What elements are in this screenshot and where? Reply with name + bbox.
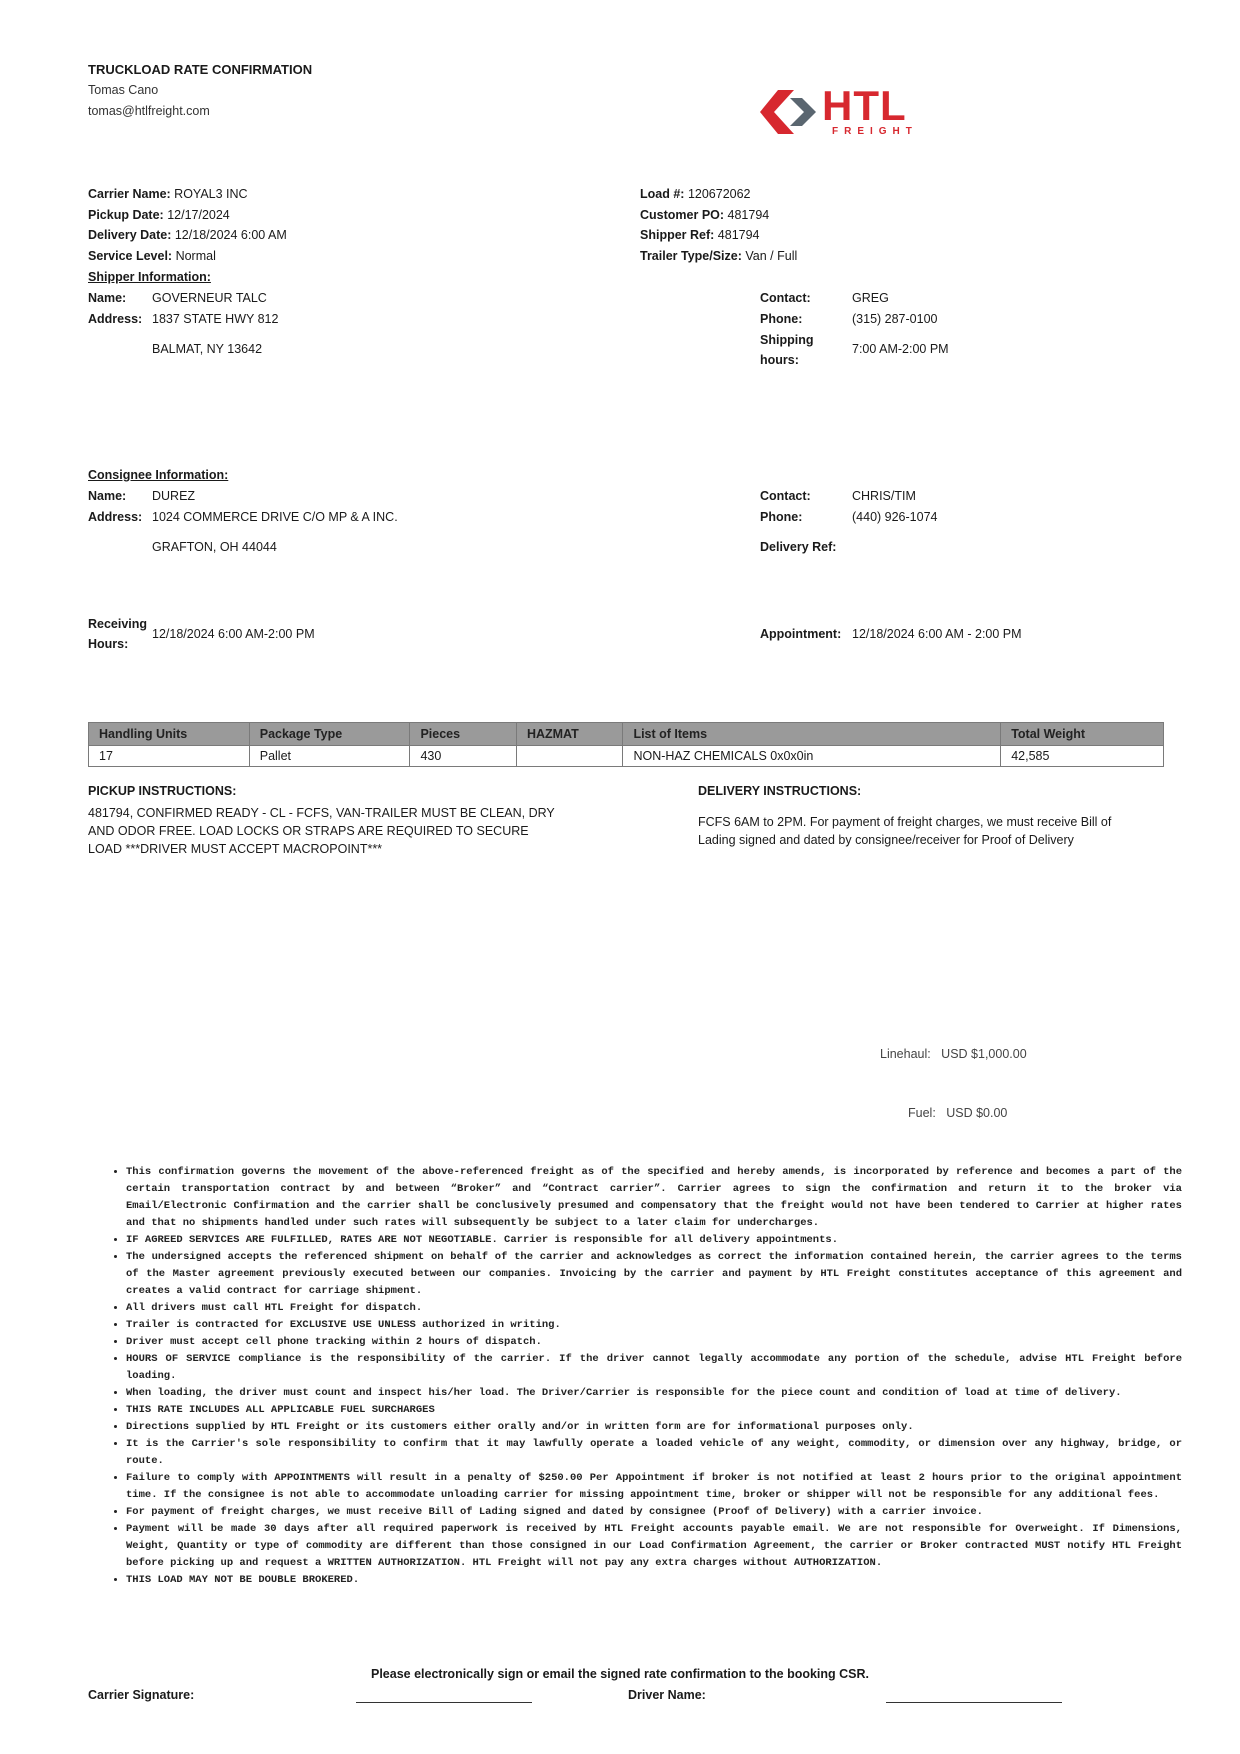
receiving-hours-label-2: Hours: [88, 637, 129, 651]
logo-diamond-icon [760, 88, 822, 136]
list-of-items-cell: NON-HAZ CHEMICALS 0x0x0in [623, 746, 1001, 767]
shipper-heading: Shipper Information: [88, 270, 211, 284]
hazmat-cell [516, 746, 622, 767]
consignee-heading: Consignee Information: [88, 468, 229, 482]
column-header: Package Type [249, 723, 410, 746]
delivery-ref-label: Delivery Ref: [760, 540, 837, 554]
package-type-cell: Pallet [249, 746, 410, 767]
shipper-address-line1: 1837 STATE HWY 812 [152, 312, 279, 326]
pieces-cell: 430 [410, 746, 516, 767]
list-item: • THIS RATE INCLUDES ALL APPLICABLE FUEL SURCHARGES [126, 1402, 1182, 1419]
linehaul-row [880, 1047, 1027, 1061]
pickup-date: 12/17/2024 [167, 208, 230, 222]
delivery-instructions-line: Lading signed and dated by consignee/receiver for Proof of Delivery [698, 833, 1074, 847]
handling-units-cell: 17 [89, 746, 250, 767]
shipper-name: GOVERNEUR TALC [152, 291, 267, 305]
terms-list [108, 1164, 1182, 1589]
rep-name: Tomas Cano [88, 83, 159, 97]
list-item: • The undersigned accepts the referenced shipment on behalf of the carrier and acknowledges as correct the information contained herein, the carrier agrees to the terms of the Master agreement previously executed between our companies. Invoicing by the carrier and payment by HTL Freight constitutes acceptance of this agreement and creates a valid contract for carriage shipment. [126, 1249, 1182, 1300]
receiving-hours: 12/18/2024 6:00 AM-2:00 PM [152, 627, 315, 641]
shipper-ref-row: Shipper Ref: 481794 [640, 228, 760, 242]
customer-po: 481794 [727, 208, 770, 222]
items-table-header-row [89, 723, 1164, 746]
carrier-signature-field[interactable] [356, 1688, 532, 1703]
consignee-contact-label: Contact: [760, 489, 811, 503]
list-item: • This confirmation governs the movement of the above-referenced freight as of the specified and hereby amends, is incorporated by reference and becomes a part of the certain transportation contract by and between “Broker” and “Contract carrier”. Carrier agrees to sign the confirmation and return it to the broker via Email/Electronic Confirmation and the carrier shall be conclusively presumed and compensatory that the freight would not have been tendered to Carrier at higher rates and that no shipments handled under such rates will subsequently be subject to a later claim for undercharges. [126, 1164, 1182, 1232]
consignee-contact: CHRIS/TIM [852, 489, 916, 503]
receiving-hours-label-1: Receiving [88, 617, 148, 631]
load-number: 120672062 [687, 187, 751, 201]
fuel-label: Fuel: [908, 1106, 936, 1120]
items-table [88, 722, 1164, 767]
shipping-hours: 7:00 AM-2:00 PM [852, 342, 949, 356]
column-header: Total Weight [1001, 723, 1164, 746]
consignee-name-label: Name: [88, 489, 127, 503]
sign-note: Please electronically sign or email the signed rate confirmation to the booking CSR. [370, 1667, 870, 1681]
appointment: 12/18/2024 6:00 AM - 2:00 PM [852, 627, 1022, 641]
list-item: • When loading, the driver must count and inspect his/her load. The Driver/Carrier is responsible for the piece count and condition of load at time of delivery. [126, 1385, 1182, 1402]
load-number-row: Load #: 120672062 [640, 187, 751, 201]
shipper-name-label: Name: [88, 291, 127, 305]
logo-subtext: FREIGHT [832, 126, 918, 137]
list-item: • IF AGREED SERVICES ARE FULFILLED, RATES ARE NOT NEGOTIABLE. Carrier is responsible for all delivery appointments. [126, 1232, 1182, 1249]
list-item: • Payment will be made 30 days after all required paperwork is received by HTL Freight accounts payable email. We are not responsible for Overweight. If Dimensions, Weight, Quantity or type of commodity are different than those consigned in our Load Confirmation Agreement, the carrier or Broker contracted MUST notify HTL Freight before picking up and request a WRITTEN AUTHORIZATION. HTL Freight will not pay any extra charges without AUTHORIZATION. [126, 1521, 1182, 1572]
consignee-phone-label: Phone: [760, 510, 803, 524]
htl-freight-logo [760, 82, 930, 138]
document-title: TRUCKLOAD RATE CONFIRMATION [88, 62, 313, 77]
total-weight-cell: 42,585 [1001, 746, 1164, 767]
pickup-instructions-text [88, 804, 608, 858]
pickup-instructions-line: 481794, CONFIRMED READY - CL - FCFS, VAN-TRAILER MUST BE CLEAN, DRY [88, 806, 555, 820]
column-header: Pieces [410, 723, 516, 746]
delivery-date: 12/18/2024 6:00 AM [174, 228, 287, 242]
carrier-name-row: Carrier Name: ROYAL3 INC [88, 187, 248, 201]
service-level-row: Service Level: Normal [88, 249, 216, 263]
column-header: List of Items [623, 723, 1001, 746]
trailer-type: Van / Full [745, 249, 798, 263]
shipper-contact-label: Contact: [760, 291, 811, 305]
pickup-instructions-heading: PICKUP INSTRUCTIONS: [88, 784, 237, 798]
carrier-signature-label: Carrier Signature: [88, 1688, 195, 1702]
delivery-instructions-line: FCFS 6AM to 2PM. For payment of freight charges, we must receive Bill of [698, 815, 1112, 829]
appointment-label: Appointment: [760, 627, 842, 641]
carrier-name: ROYAL3 INC [174, 187, 248, 201]
list-item: • THIS LOAD MAY NOT BE DOUBLE BROKERED. [126, 1572, 1182, 1589]
delivery-date-row: Delivery Date: 12/18/2024 6:00 AM [88, 228, 287, 242]
driver-name-label: Driver Name: [628, 1688, 706, 1702]
list-item: • Directions supplied by HTL Freight or its customers either orally and/or in written form are for informational purposes only. [126, 1419, 1182, 1436]
consignee-phone: (440) 926-1074 [852, 510, 938, 524]
linehaul-amount: USD $1,000.00 [941, 1047, 1027, 1061]
shipping-hours-label-1: Shipping [760, 333, 814, 347]
customer-po-row: Customer PO: 481794 [640, 208, 770, 222]
shipper-phone-label: Phone: [760, 312, 803, 326]
linehaul-label: Linehaul: [880, 1047, 931, 1061]
list-item: • HOURS OF SERVICE compliance is the responsibility of the carrier. If the driver cannot legally accommodate any portion of the schedule, advise HTL Freight before loading. [126, 1351, 1182, 1385]
pickup-instructions-line: LOAD ***DRIVER MUST ACCEPT MACROPOINT*** [88, 842, 383, 856]
consignee-address-line2: GRAFTON, OH 44044 [152, 540, 277, 554]
consignee-address-line1: 1024 COMMERCE DRIVE C/O MP & A INC. [152, 510, 398, 524]
table-row [89, 746, 1164, 767]
list-item: • It is the Carrier's sole responsibility to confirm that it may lawfully operate a loaded vehicle of any weight, commodity, or dimension over any highway, bridge, or route. [126, 1436, 1182, 1470]
pickup-date-row: Pickup Date: 12/17/2024 [88, 208, 230, 222]
shipper-phone: (315) 287-0100 [852, 312, 938, 326]
logo-wordmark: HTL [822, 82, 907, 129]
shipper-contact: GREG [852, 291, 889, 305]
shipper-address-label: Address: [88, 312, 143, 326]
pickup-instructions-line: AND ODOR FREE. LOAD LOCKS OR STRAPS ARE REQUIRED TO SECURE [88, 824, 529, 838]
delivery-instructions-text [698, 813, 1164, 849]
list-item: • Driver must accept cell phone tracking within 2 hours of dispatch. [126, 1334, 1182, 1351]
fuel-amount: USD $0.00 [946, 1106, 1008, 1120]
column-header: Handling Units [89, 723, 250, 746]
fuel-row [908, 1106, 1007, 1120]
delivery-instructions-heading: DELIVERY INSTRUCTIONS: [698, 784, 862, 798]
list-item: • All drivers must call HTL Freight for dispatch. [126, 1300, 1182, 1317]
list-item: • Trailer is contracted for EXCLUSIVE USE UNLESS authorized in writing. [126, 1317, 1182, 1334]
shipper-ref: 481794 [717, 228, 760, 242]
shipping-hours-label-2: hours: [760, 353, 799, 367]
consignee-address-label: Address: [88, 510, 143, 524]
shipper-address-line2: BALMAT, NY 13642 [152, 342, 263, 356]
service-level: Normal [175, 249, 216, 263]
list-item: • For payment of freight charges, we must receive Bill of Lading signed and dated by consignee (Proof of Delivery) with a carrier invoice. [126, 1504, 1182, 1521]
column-header: HAZMAT [516, 723, 622, 746]
consignee-name: DUREZ [152, 489, 196, 503]
rep-email: tomas@htlfreight.com [88, 104, 210, 118]
driver-name-field[interactable] [886, 1688, 1062, 1703]
trailer-type-row: Trailer Type/Size: Van / Full [640, 249, 798, 263]
list-item: • Failure to comply with APPOINTMENTS will result in a penalty of $250.00 Per Appointment if broker is not notified at least 2 hours prior to the original appointment time. If the consignee is not able to accommodate unloading carrier for missing appointment time, broker or shipper will not be responsible for any additional fees. [126, 1470, 1182, 1504]
